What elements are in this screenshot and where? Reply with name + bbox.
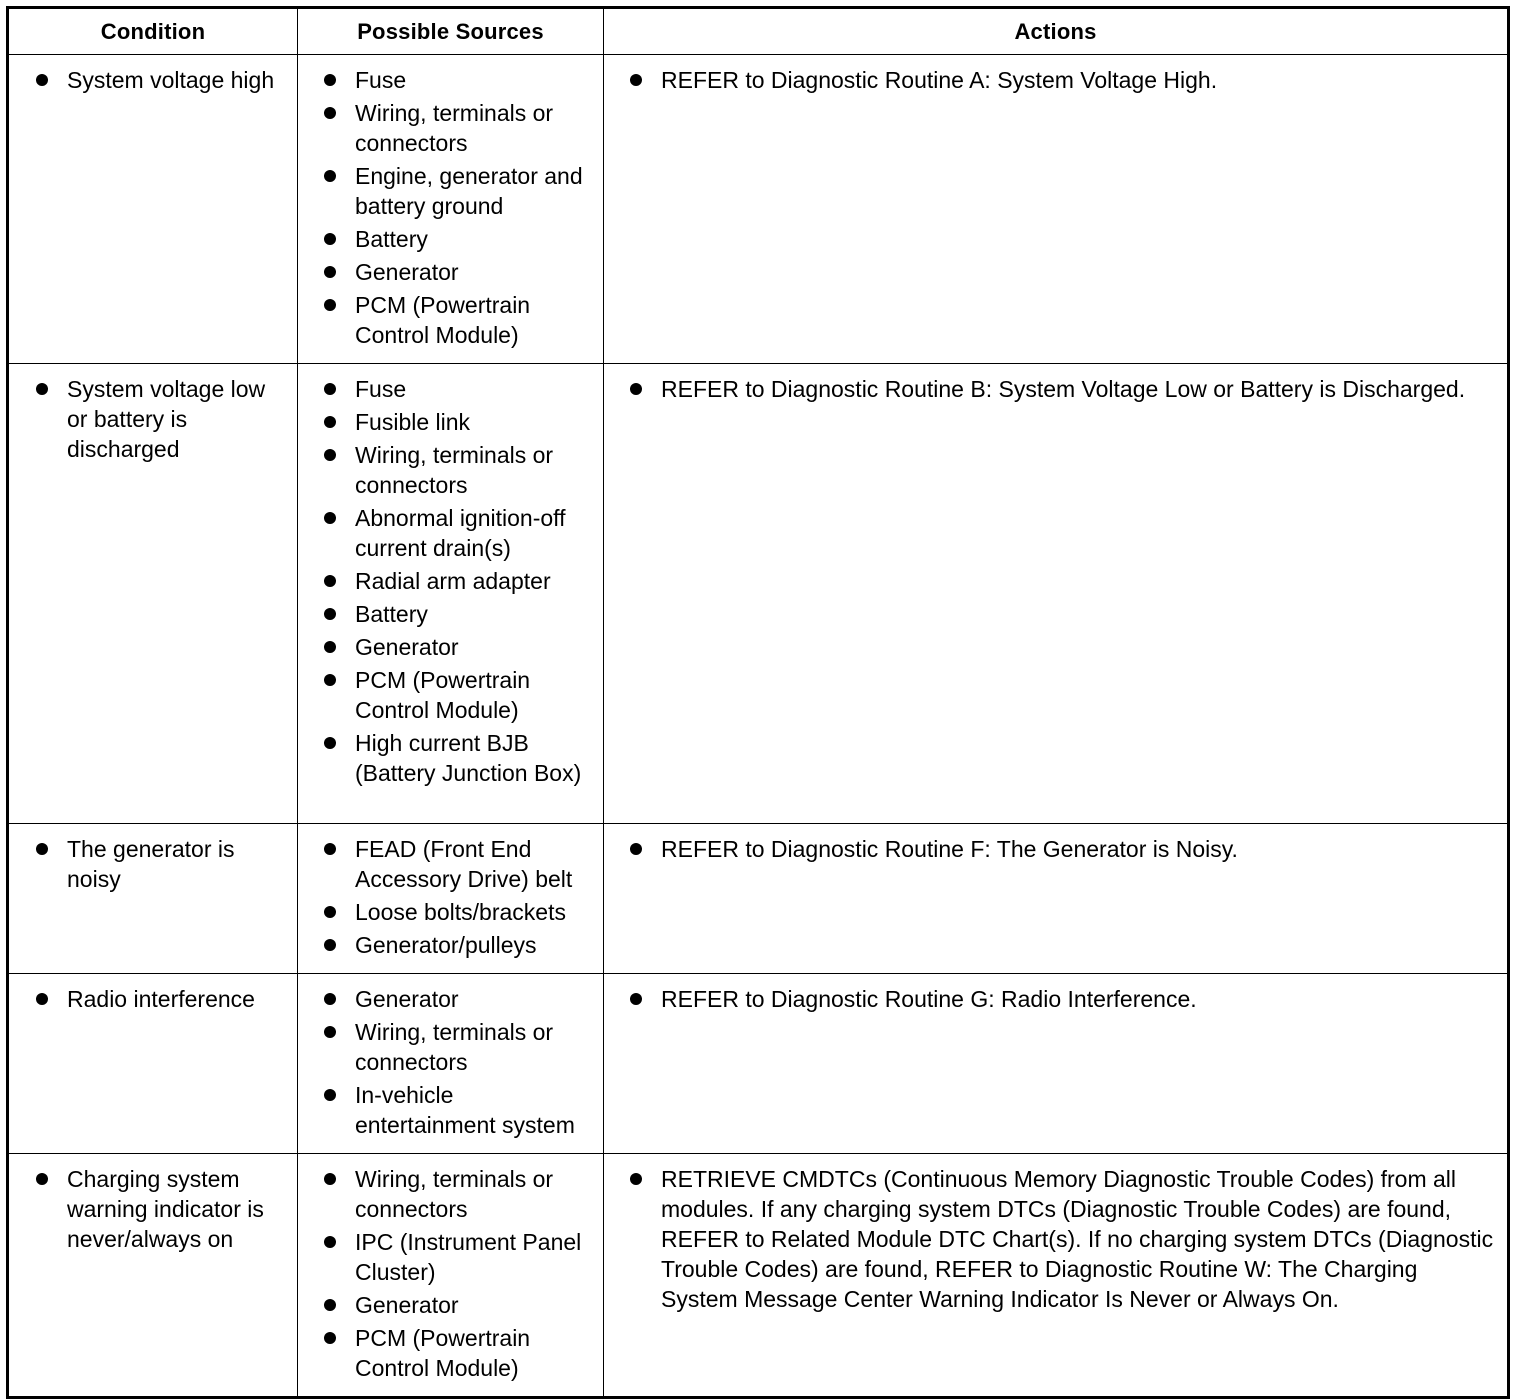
condition-text: System voltage high	[9, 65, 289, 95]
source-item: Wiring, terminals or connectors	[298, 440, 595, 500]
source-item: Loose bolts/brackets	[298, 897, 595, 927]
condition-cell	[8, 824, 298, 974]
sources-cell	[298, 824, 604, 974]
source-item: Fuse	[298, 65, 595, 95]
source-item: Generator	[298, 257, 595, 287]
action-cell	[604, 1154, 1509, 1398]
symptom-chart-table	[6, 6, 1510, 1399]
source-item: Generator/pulleys	[298, 930, 595, 960]
condition-cell	[8, 55, 298, 364]
source-item: In-vehicle entertainment system	[298, 1080, 595, 1140]
source-item: Fusible link	[298, 407, 595, 437]
header-possible-sources: Possible Sources	[298, 8, 604, 55]
source-item: FEAD (Front End Accessory Drive) belt	[298, 834, 595, 894]
source-item: PCM (Powertrain Control Module)	[298, 290, 595, 350]
action-text: RETRIEVE CMDTCs (Continuous Memory Diagnostic Trouble Codes) from all modules. If any charging system DTCs (Diagnostic Trouble Codes) are found, REFER to Related Module DTC Chart(s). If no charging system DTCs (Diagnostic Trouble Codes) are found, REFER to Diagnostic Routine W: The Charging System Message Center Warning Indicator Is Never or Always On.	[604, 1164, 1499, 1314]
action-text: REFER to Diagnostic Routine B: System Voltage Low or Battery is Discharged.	[604, 374, 1499, 404]
action-cell	[604, 974, 1509, 1154]
header-row	[8, 8, 1509, 55]
source-item: Battery	[298, 599, 595, 629]
condition-text: System voltage low or battery is discharged	[9, 374, 289, 464]
table-row	[8, 1154, 1509, 1398]
condition-text: Charging system warning indicator is never/always on	[9, 1164, 289, 1254]
sources-cell	[298, 1154, 604, 1398]
source-item: Radial arm adapter	[298, 566, 595, 596]
source-item: High current BJB (Battery Junction Box)	[298, 728, 595, 788]
action-cell	[604, 824, 1509, 974]
header-condition: Condition	[8, 8, 298, 55]
table-row	[8, 55, 1509, 364]
action-cell	[604, 55, 1509, 364]
sources-cell	[298, 55, 604, 364]
sources-cell	[298, 974, 604, 1154]
table-row	[8, 364, 1509, 824]
source-item: Engine, generator and battery ground	[298, 161, 595, 221]
action-text: REFER to Diagnostic Routine G: Radio Interference.	[604, 984, 1499, 1014]
condition-text: Radio interference	[9, 984, 289, 1014]
action-text: REFER to Diagnostic Routine F: The Generator is Noisy.	[604, 834, 1499, 864]
source-item: Generator	[298, 984, 595, 1014]
condition-text: The generator is noisy	[9, 834, 289, 894]
source-item: Wiring, terminals or connectors	[298, 1164, 595, 1224]
source-item: Generator	[298, 1290, 595, 1320]
condition-cell	[8, 974, 298, 1154]
source-item: IPC (Instrument Panel Cluster)	[298, 1227, 595, 1287]
sources-cell	[298, 364, 604, 824]
action-cell	[604, 364, 1509, 824]
source-item: Battery	[298, 224, 595, 254]
source-item: Wiring, terminals or connectors	[298, 1017, 595, 1077]
source-item: Wiring, terminals or connectors	[298, 98, 595, 158]
header-actions: Actions	[604, 8, 1509, 55]
table-row	[8, 824, 1509, 974]
source-item: Generator	[298, 632, 595, 662]
condition-cell	[8, 364, 298, 824]
condition-cell	[8, 1154, 298, 1398]
table-row	[8, 974, 1509, 1154]
source-item: Abnormal ignition-off current drain(s)	[298, 503, 595, 563]
source-item: Fuse	[298, 374, 595, 404]
action-text: REFER to Diagnostic Routine A: System Voltage High.	[604, 65, 1499, 95]
source-item: PCM (Powertrain Control Module)	[298, 1323, 595, 1383]
source-item: PCM (Powertrain Control Module)	[298, 665, 595, 725]
